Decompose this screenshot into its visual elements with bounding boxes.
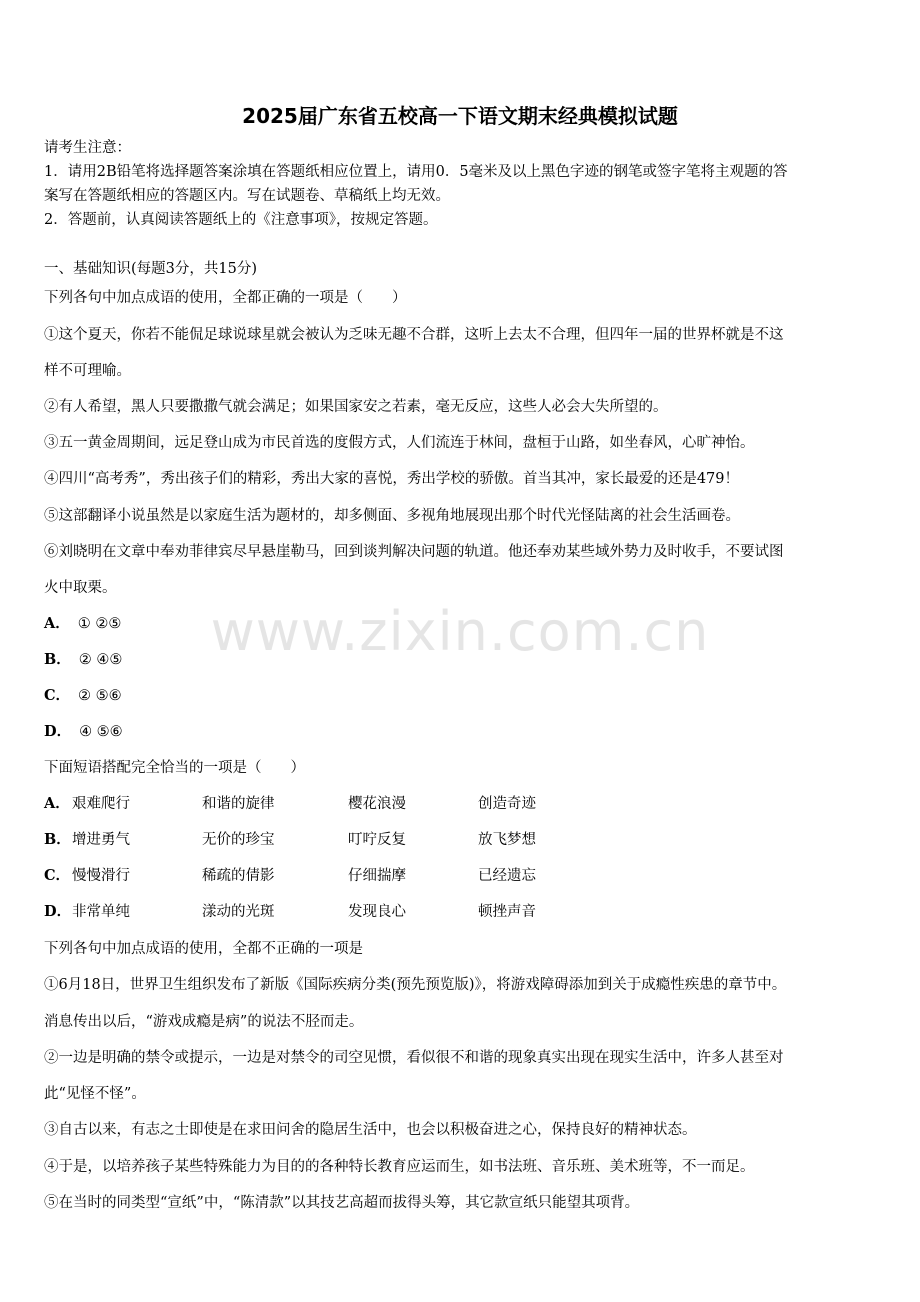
option-letter: C． bbox=[44, 687, 71, 704]
phrase: 发现良心 bbox=[348, 904, 406, 920]
option-text: ② ⑤⑥ bbox=[78, 688, 122, 704]
phrase: 非常单纯 bbox=[72, 904, 130, 920]
document-title: 2025届广东省五校高一下语文期末经典模拟试题 bbox=[242, 104, 678, 128]
notice-item-2: 2．答题前，认真阅读答题纸上的《注意事项》，按规定答题。 bbox=[44, 212, 438, 228]
phrase: 已经遗忘 bbox=[478, 868, 536, 884]
option-text: ② ④⑤ bbox=[78, 652, 123, 668]
question-3-sentence-2-line-2: 此“见怪不怪”。 bbox=[44, 1086, 146, 1102]
phrase: 艰难爬行 bbox=[72, 796, 130, 812]
phrase: 顿挫声音 bbox=[478, 904, 536, 920]
phrase: 放飞梦想 bbox=[478, 832, 536, 848]
question-1-option-d[interactable] bbox=[44, 722, 123, 742]
question-1-sentence-1-line-1: ①这个夏天，你若不能侃足球说球星就会被认为乏味无趣不合群，这听上去太不合理，但四年一届的世界杯就是不这 bbox=[44, 327, 784, 343]
question-3-sentence-2-line-1: ②一边是明确的禁令或提示，一边是对禁令的司空见惯，看似很不和谐的现象真实出现在现实生活中，许多人甚至对 bbox=[44, 1050, 784, 1066]
phrase: 和谐的旋律 bbox=[202, 796, 275, 812]
question-3-sentence-4: ④于是，以培养孩子某些特殊能力为目的的各种特长教育应运而生，如书法班、音乐班、美术班等，不一而足。 bbox=[44, 1159, 755, 1175]
option-text: ④ ⑤⑥ bbox=[79, 724, 123, 740]
option-letter: D． bbox=[44, 723, 72, 740]
option-letter: C． bbox=[44, 867, 71, 884]
phrase: 创造奇迹 bbox=[478, 796, 536, 812]
option-letter: A． bbox=[44, 615, 70, 632]
phrase: 漾动的光斑 bbox=[202, 904, 275, 920]
question-3-sentence-1-line-1: ①6月18日，世界卫生组织发布了新版《国际疾病分类(预先预览版)》，将游戏障碍添加到关于成瘾性疾患的章节中。 bbox=[44, 977, 787, 993]
option-letter: B． bbox=[44, 831, 71, 848]
watermark: www.zixin.com.cn bbox=[210, 600, 710, 663]
question-3-sentence-5: ⑤在当时的同类型“宣纸”中，“陈清款”以其技艺高超而拔得头筹，其它款宣纸只能望其项背。 bbox=[44, 1195, 640, 1211]
phrase: 樱花浪漫 bbox=[348, 796, 406, 812]
notice-heading: 请考生注意： bbox=[44, 140, 131, 156]
phrase: 增进勇气 bbox=[72, 832, 130, 848]
option-text: ① ②⑤ bbox=[77, 616, 122, 632]
option-letter: B． bbox=[44, 651, 71, 668]
question-3-sentence-1-line-2: 消息传出以后，“游戏成瘾是病”的说法不胫而走。 bbox=[44, 1014, 364, 1030]
option-letter: A． bbox=[44, 795, 70, 812]
question-3-sentence-3: ③自古以来，有志之士即使是在求田问舍的隐居生活中，也会以积极奋进之心，保持良好的精神状态。 bbox=[44, 1122, 697, 1138]
phrase: 慢慢滑行 bbox=[72, 868, 130, 884]
question-1-sentence-6-line-2: 火中取栗。 bbox=[44, 580, 117, 596]
question-1-sentence-1-line-2: 样不可理喻。 bbox=[44, 363, 131, 379]
question-1-sentence-3: ③五一黄金周期间，远足登山成为市民首选的度假方式，人们流连于林间，盘桓于山路，如坐春风，心旷神怡。 bbox=[44, 435, 755, 451]
phrase: 稀疏的倩影 bbox=[202, 868, 275, 884]
phrase: 叮咛反复 bbox=[348, 832, 406, 848]
phrase: 无价的珍宝 bbox=[202, 832, 275, 848]
question-1-sentence-4: ④四川“高考秀”，秀出孩子们的精彩，秀出大家的喜悦，秀出学校的骄傲。首当其冲，家长最爱的还是479！ bbox=[44, 471, 739, 487]
question-1-option-c[interactable] bbox=[44, 686, 122, 706]
phrase: 仔细揣摩 bbox=[348, 868, 406, 884]
question-2-stem: 下面短语搭配完全恰当的一项是（ ） bbox=[44, 760, 305, 776]
option-letter: D． bbox=[44, 903, 72, 920]
notice-item-1-line-2: 案写在答题纸相应的答题区内。写在试题卷、草稿纸上均无效。 bbox=[44, 188, 450, 204]
question-1-sentence-5: ⑤这部翻译小说虽然是以家庭生活为题材的，却多侧面、多视角地展现出那个时代光怪陆离的社会生活画卷。 bbox=[44, 508, 740, 524]
question-1-sentence-6-line-1: ⑥刘晓明在文章中奉劝菲律宾尽早悬崖勒马，回到谈判解决问题的轨道。他还奉劝某些域外势力及时收手，不要试图 bbox=[44, 544, 784, 560]
notice-item-1-line-1: 1．请用2B铅笔将选择题答案涂填在答题纸相应位置上，请用0．5毫米及以上黑色字迹的钢笔或签字笔将主观题的答 bbox=[44, 164, 788, 180]
question-3-stem: 下列各句中加点成语的使用，全都不正确的一项是 bbox=[44, 941, 363, 957]
question-1-sentence-2: ②有人希望，黑人只要撒撒气就会满足；如果国家安之若素，毫无反应，这些人必会大失所望的。 bbox=[44, 399, 668, 415]
question-1-stem: 下列各句中加点成语的使用，全都正确的一项是（ ） bbox=[44, 290, 407, 306]
section-heading: 一、基础知识(每题3分，共15分) bbox=[44, 261, 257, 277]
